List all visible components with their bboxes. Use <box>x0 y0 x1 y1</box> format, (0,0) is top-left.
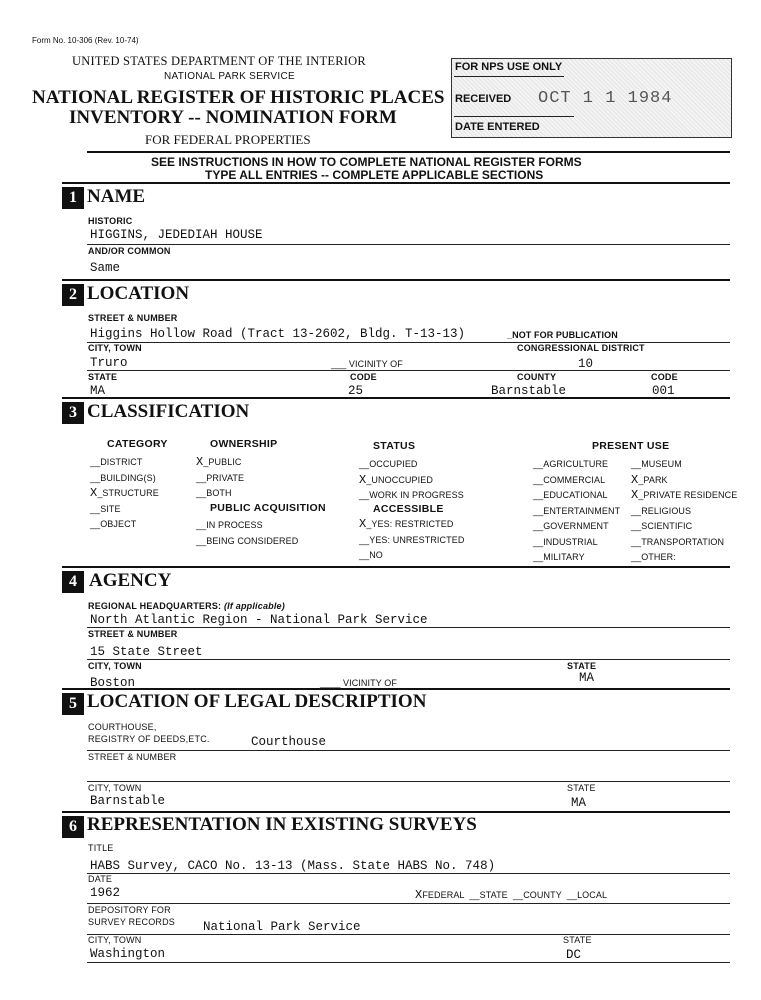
present-use-option-label: __MUSEUM <box>631 459 682 469</box>
county-label: COUNTY <box>517 372 557 382</box>
regional-hq-value: North Atlantic Region - National Park Service <box>90 613 428 627</box>
present-use-option <box>533 504 620 520</box>
acquisition-option-label: __BEING CONSIDERED <box>196 535 299 546</box>
not-for-publication: _NOT FOR PUBLICATION <box>507 330 618 340</box>
agency-state-label: STATE <box>567 661 597 671</box>
section-5-number: 5 <box>62 693 84 715</box>
category-option <box>90 517 159 533</box>
agency-city-label: CITY, TOWN <box>88 661 142 671</box>
category-option-label: _STRUCTURE <box>97 488 159 498</box>
category-mark: X <box>90 486 98 500</box>
federal-mark: X <box>415 888 423 902</box>
present-use-option-label: __INDUSTRIAL <box>533 536 598 547</box>
depository-label-1: DEPOSITORY FOR <box>88 905 171 915</box>
state-value: MA <box>90 384 106 398</box>
present-use-list <box>631 457 737 566</box>
ownership-option <box>196 471 244 487</box>
survey-state-label: STATE <box>563 935 592 945</box>
vicinity-label: ___ VICINITY OF <box>331 359 403 369</box>
present-use-option-label: __TRANSPORTATION <box>631 536 725 547</box>
status-mark: X <box>359 472 367 487</box>
survey-title-label: TITLE <box>88 843 114 853</box>
instructions-line1: SEE INSTRUCTIONS IN HOW TO COMPLETE NATIONAL REGISTER FORMS <box>151 155 582 169</box>
present-use-header: PRESENT USE <box>592 440 670 452</box>
received-stamp: OCT 1 1 1984 <box>538 89 673 108</box>
status-option-label: __WORK IN PROGRESS <box>359 490 464 500</box>
present-use-option-label: __ENTERTAINMENT <box>533 505 621 516</box>
acquisition-option <box>196 518 298 534</box>
legal-state-value: MA <box>571 796 587 810</box>
status-option <box>359 457 464 473</box>
ownership-option <box>196 486 244 502</box>
depository-label-2: SURVEY RECORDS <box>88 917 175 927</box>
ownership-option-label: _PUBLIC <box>203 457 242 467</box>
street-value: Higgins Hollow Road (Tract 13-2602, Bldg. T-13-13) <box>90 327 466 341</box>
present-use-mark: X <box>631 472 639 487</box>
present-use-option-label: __GOVERNMENT <box>533 521 609 531</box>
status-option <box>359 473 464 489</box>
survey-date-value: 1962 <box>90 886 121 900</box>
section-6-number: 6 <box>62 816 84 838</box>
acquisition-option-label: __IN PROCESS <box>196 520 263 530</box>
category-option-label: __BUILDING(S) <box>90 472 156 483</box>
present-use-option-label: __SCIENTIFIC <box>631 521 693 531</box>
category-option-label: __SITE <box>90 503 121 514</box>
city-label: CITY, TOWN <box>88 343 142 353</box>
agency-city-value: Boston <box>90 676 136 690</box>
accessible-list <box>359 517 464 564</box>
present-use-option-label: _PARK <box>638 474 668 485</box>
present-use-option <box>631 473 737 489</box>
common-value: Same <box>90 261 121 275</box>
ownership-mark: X <box>196 455 204 469</box>
present-use-option <box>533 535 620 551</box>
present-use-option-label: _PRIVATE RESIDENCE <box>638 490 738 500</box>
present-use-option <box>533 550 620 566</box>
nps-use-box <box>451 58 732 138</box>
acquisition-header: PUBLIC ACQUISITION <box>210 502 326 514</box>
instructions-line2: TYPE ALL ENTRIES -- COMPLETE APPLICABLE SECTIONS <box>205 168 544 182</box>
status-option-label: _UNOCCUPIED <box>366 474 433 485</box>
courthouse-value: Courthouse <box>251 735 327 749</box>
received-label: RECEIVED <box>455 93 512 105</box>
courthouse-label-1: COURTHOUSE, <box>88 722 157 732</box>
section-4-number: 4 <box>62 571 84 593</box>
form-title-line1: NATIONAL REGISTER OF HISTORIC PLACES <box>32 87 445 108</box>
present-use-option <box>631 457 737 473</box>
common-label: AND/OR COMMON <box>88 246 171 256</box>
county-code-value: 001 <box>652 384 675 398</box>
category-option-label: __DISTRICT <box>90 457 143 467</box>
present-use-mark: X <box>631 488 639 502</box>
code-label: CODE <box>350 372 377 382</box>
legal-city-value: Barnstable <box>90 794 166 808</box>
present-use-list <box>533 457 620 566</box>
accessible-option <box>359 533 464 549</box>
congressional-label: CONGRESSIONAL DISTRICT <box>517 343 645 353</box>
category-option <box>90 486 159 502</box>
agency-state-value: MA <box>579 671 595 685</box>
nps-box-title: FOR NPS USE ONLY <box>455 61 563 73</box>
accessible-header: ACCESSIBLE <box>373 503 444 515</box>
acquisition-list <box>196 518 298 549</box>
county-value: Barnstable <box>491 384 567 398</box>
accessible-option-label: __NO <box>359 550 383 560</box>
section-3-number: 3 <box>62 402 84 424</box>
survey-title-value: HABS Survey, CACO No. 13-13 (Mass. State HABS No. 748) <box>90 859 496 873</box>
survey-date-label: DATE <box>88 874 113 884</box>
section-2-number: 2 <box>62 284 84 306</box>
courthouse-label-2: REGISTRY OF DEEDS,ETC. <box>88 734 210 744</box>
present-use-option <box>631 519 737 535</box>
present-use-option <box>533 519 620 535</box>
present-use-option <box>631 504 737 520</box>
present-use-option <box>631 488 737 504</box>
section-3-title: CLASSIFICATION <box>87 401 250 422</box>
legal-state-label: STATE <box>567 783 596 793</box>
street-label: STREET & NUMBER <box>88 313 178 323</box>
category-header: CATEGORY <box>107 438 168 450</box>
category-option-label: __OBJECT <box>90 519 137 529</box>
regional-hq-label: REGIONAL HEADQUARTERS: (If applicable) <box>88 601 285 611</box>
survey-level-options: XFEDERAL __STATE __COUNTY __LOCAL <box>415 888 608 902</box>
category-option <box>90 471 159 487</box>
present-use-option-label: __RELIGIOUS <box>631 505 692 516</box>
section-4-title: AGENCY <box>89 570 172 591</box>
present-use-option-label: __AGRICULTURE <box>533 459 609 469</box>
form-number: Form No. 10-306 (Rev. 10-74) <box>32 36 139 45</box>
status-list <box>359 457 464 504</box>
section-6-title: REPRESENTATION IN EXISTING SURVEYS <box>87 814 477 835</box>
county-code-label: CODE <box>651 372 678 382</box>
survey-state-value: DC <box>566 948 582 962</box>
present-use-option <box>631 535 737 551</box>
dept-heading: UNITED STATES DEPARTMENT OF THE INTERIOR <box>72 54 366 68</box>
date-entered-label: DATE ENTERED <box>455 121 540 133</box>
survey-city-value: Washington <box>90 947 166 961</box>
status-header: STATUS <box>373 440 416 452</box>
depository-value: National Park Service <box>203 920 361 934</box>
category-option <box>90 455 159 471</box>
accessible-option-label: __YES: UNRESTRICTED <box>359 534 465 545</box>
ownership-header: OWNERSHIP <box>210 438 278 450</box>
present-use-option <box>533 488 620 504</box>
present-use-option-label: __EDUCATIONAL <box>533 490 608 500</box>
historic-label: HISTORIC <box>88 216 133 226</box>
city-value: Truro <box>90 356 128 370</box>
present-use-option <box>533 473 620 489</box>
form-subtitle: FOR FEDERAL PROPERTIES <box>145 132 311 147</box>
legal-city-label: CITY, TOWN <box>88 783 142 793</box>
agency-vicinity-label: ____ VICINITY OF <box>320 678 397 688</box>
accessible-option <box>359 517 464 533</box>
present-use-option <box>631 550 737 566</box>
ownership-option-label: __PRIVATE <box>196 472 245 483</box>
accessible-mark: X <box>359 517 367 531</box>
acquisition-option <box>196 534 298 550</box>
section-5-title: LOCATION OF LEGAL DESCRIPTION <box>87 691 427 712</box>
present-use-option <box>533 457 620 473</box>
section-2-title: LOCATION <box>87 283 190 304</box>
legal-street-label: STREET & NUMBER <box>88 752 177 762</box>
state-label: STATE <box>88 372 118 382</box>
survey-city-label: CITY, TOWN <box>88 935 142 945</box>
agency-street-value: 15 State Street <box>90 645 203 659</box>
category-option <box>90 502 159 518</box>
ownership-option-label: __BOTH <box>196 488 232 498</box>
section-1-number: 1 <box>62 187 84 209</box>
accessible-option <box>359 548 464 564</box>
status-option-label: __OCCUPIED <box>359 459 418 469</box>
historic-value: HIGGINS, JEDEDIAH HOUSE <box>90 228 263 242</box>
present-use-option-label: __MILITARY <box>533 552 585 562</box>
ownership-option <box>196 455 244 471</box>
present-use-option-label: __OTHER: <box>631 552 676 562</box>
category-list <box>90 455 159 533</box>
accessible-option-label: _YES: RESTRICTED <box>366 519 454 529</box>
congressional-value: 10 <box>578 357 594 371</box>
service-heading: NATIONAL PARK SERVICE <box>164 71 295 82</box>
code-value: 25 <box>348 384 364 398</box>
form-title-line2: INVENTORY -- NOMINATION FORM <box>69 107 397 128</box>
ownership-list <box>196 455 244 502</box>
agency-street-label: STREET & NUMBER <box>88 629 178 639</box>
status-option <box>359 488 464 504</box>
section-1-title: NAME <box>87 186 146 207</box>
present-use-option-label: __COMMERCIAL <box>533 474 606 485</box>
